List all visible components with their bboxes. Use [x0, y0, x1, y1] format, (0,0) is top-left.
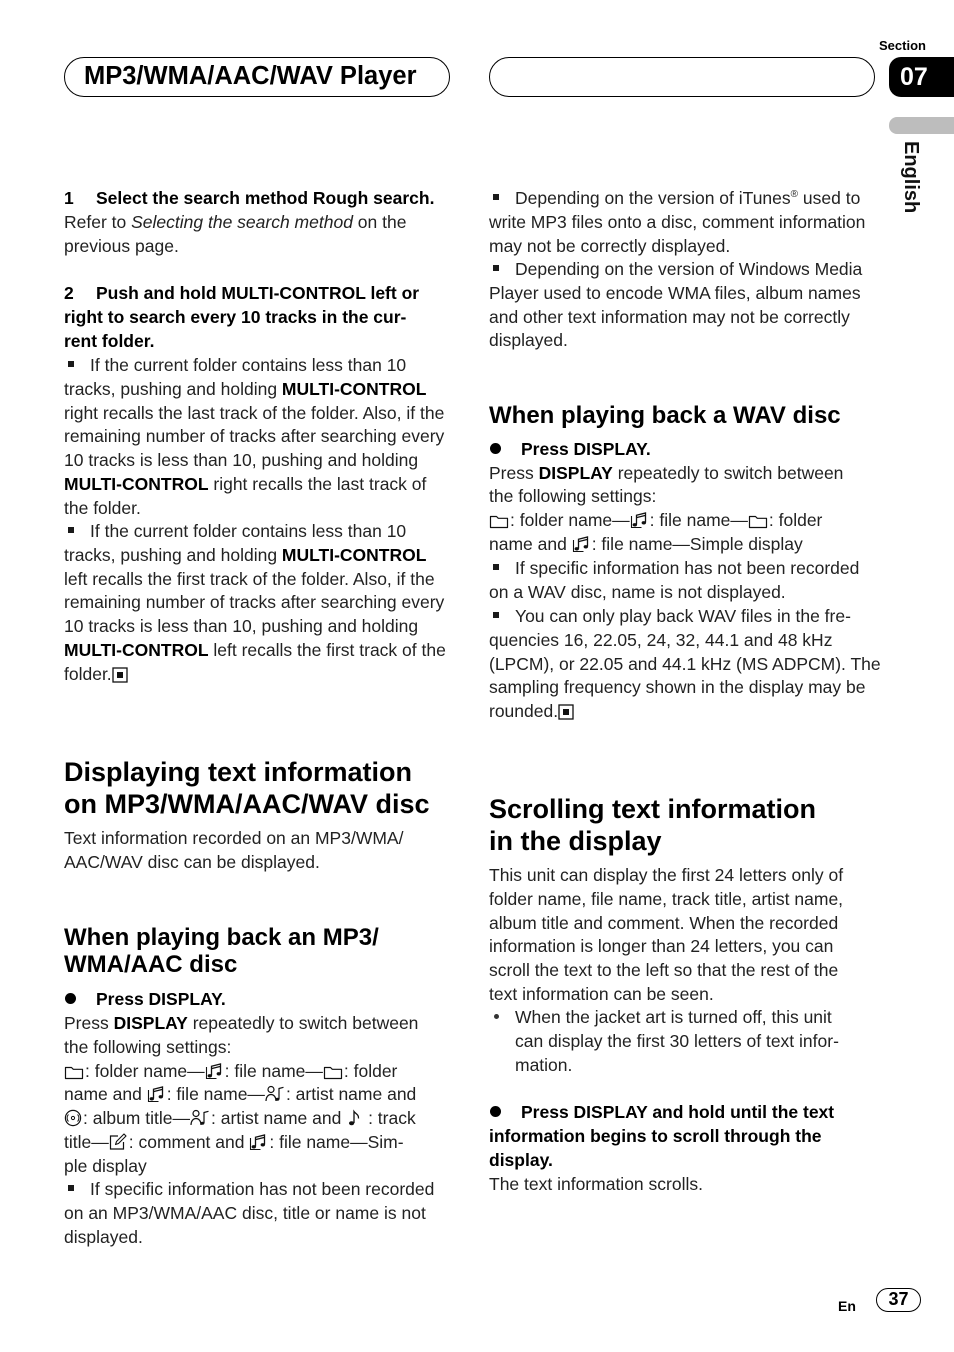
intro-paragraph	[64, 827, 454, 875]
text-run: : artist name and	[210, 1108, 347, 1128]
blank-title-box	[489, 57, 875, 97]
text-line	[489, 235, 879, 259]
text-run: the following settings:	[64, 1036, 232, 1057]
text-run: Depending on the version of Windows Media	[515, 259, 863, 279]
text-line	[64, 663, 454, 687]
text-line	[64, 1178, 454, 1202]
text-line	[489, 864, 879, 888]
note-first-track	[64, 520, 454, 686]
text-line	[489, 438, 879, 462]
small-bullet-icon	[494, 1014, 499, 1019]
text-run: information is longer than 24 letters, you can	[489, 936, 834, 957]
bold-text: Press DISPLAY and hold until the text	[521, 1102, 835, 1122]
text-run: Press	[489, 462, 539, 483]
text-run: : folder name—	[510, 510, 630, 530]
text-line	[515, 1030, 880, 1054]
text-run: the following settings:	[489, 486, 657, 507]
instruction-press-display	[64, 988, 454, 1012]
section-label: Section	[879, 38, 926, 53]
bold-text: Press DISPLAY.	[96, 989, 226, 1009]
section-heading-scrolling-text	[489, 793, 879, 857]
section-heading-displaying-text	[64, 756, 454, 820]
text-line	[489, 282, 879, 306]
text-line	[489, 557, 879, 581]
text-run: WMA/AAC disc	[64, 950, 238, 978]
text-line	[64, 449, 454, 473]
note-windows-media	[489, 258, 879, 353]
text-run: Refer to	[64, 211, 132, 232]
text-line	[64, 1107, 454, 1131]
stop-icon	[112, 667, 128, 683]
text-run: right recalls the last track of the folder. Also, if the	[64, 402, 445, 423]
text-run: : file name—Simple display	[591, 533, 803, 554]
bold-text: Push and hold MULTI-CONTROL left or	[96, 283, 420, 303]
section-number: 07	[900, 63, 928, 91]
text-run: sampling frequency shown in the display may be	[489, 677, 866, 698]
text-line	[489, 258, 879, 282]
text-line	[64, 591, 454, 615]
text-line	[64, 235, 454, 259]
bold-text: MULTI-CONTROL	[281, 378, 427, 399]
text-line	[489, 187, 879, 211]
text-run: displayed.	[489, 330, 568, 351]
page-number-badge	[876, 1288, 921, 1312]
text-run: on an MP3/WMA/AAC disc, title or name is not	[64, 1202, 426, 1223]
instruction-hold-display	[489, 1101, 879, 1172]
text-line	[64, 1131, 454, 1155]
display-settings-wav	[489, 462, 879, 557]
text-line	[64, 1226, 454, 1250]
text-run: : file name—	[224, 1060, 323, 1081]
text-line	[489, 825, 879, 857]
text-run: remaining number of tracks after searching every	[64, 426, 445, 447]
italic-text: Selecting the search method	[131, 211, 353, 232]
text-line	[489, 1149, 879, 1173]
language-label: English	[900, 141, 922, 214]
text-line	[64, 988, 454, 1012]
text-run: ple display	[64, 1155, 147, 1176]
text-line	[489, 1173, 879, 1197]
text-run: name and	[489, 533, 572, 554]
text-line	[489, 462, 879, 486]
bold-text: right to search every 10 tracks in the cur-	[64, 306, 407, 327]
text-run: tracks, pushing and holding	[64, 544, 282, 565]
text-line	[64, 851, 454, 875]
text-line	[64, 425, 454, 449]
text-line	[64, 756, 454, 788]
bold-text: Select the search method Rough search.	[96, 188, 435, 208]
text-run: the folder.	[64, 497, 141, 518]
text-run: : file name—	[649, 510, 748, 530]
text-run: title—	[64, 1131, 109, 1152]
text-line	[489, 629, 879, 653]
note-missing-info-wav	[489, 557, 879, 605]
album-icon	[64, 1109, 82, 1127]
subheading-wav	[489, 402, 879, 429]
text-line	[489, 605, 879, 629]
bold-text: display.	[489, 1149, 553, 1170]
text-line	[64, 187, 454, 211]
note-sampling-frequencies	[489, 605, 879, 724]
text-line	[489, 983, 879, 1007]
text-run: folder.	[64, 663, 112, 684]
text-run: right recalls the last track of	[208, 473, 427, 494]
text-run: may not be correctly displayed.	[489, 235, 731, 256]
text-line	[489, 959, 879, 983]
round-bullet-icon	[490, 1106, 501, 1117]
text-line	[64, 497, 454, 521]
text-line	[515, 1054, 880, 1078]
text-line	[64, 788, 454, 820]
text-run: quencies 16, 22.05, 24, 32, 44.1 and 48 kHz	[489, 629, 833, 650]
jacket-art-note	[515, 1006, 880, 1077]
text-run: AAC/WAV disc can be displayed.	[64, 851, 320, 872]
text-line	[64, 1036, 454, 1060]
text-line	[489, 581, 879, 605]
bold-text: Press DISPLAY.	[521, 439, 651, 459]
text-run: Text information recorded on an MP3/WMA/	[64, 828, 404, 848]
text-run: : folder	[343, 1060, 398, 1081]
text-run: : artist name and	[285, 1084, 417, 1105]
folder-icon	[323, 1064, 343, 1080]
text-run: and other text information may not be correctly	[489, 306, 850, 327]
text-run: used to	[798, 188, 861, 208]
text-line	[64, 568, 454, 592]
text-run: : folder	[768, 510, 823, 530]
text-run: displayed.	[64, 1226, 143, 1247]
text-line	[515, 1006, 880, 1030]
text-run: : file name—	[166, 1084, 265, 1105]
square-bullet-icon	[493, 564, 499, 570]
text-run: left recalls the first track of the folder. Also, if the	[64, 568, 435, 589]
text-line	[64, 330, 454, 354]
text-run: When the jacket art is turned off, this unit	[515, 1007, 832, 1027]
text-run: : track	[363, 1108, 416, 1128]
text-line	[489, 485, 879, 509]
text-line	[64, 1155, 454, 1179]
text-line	[64, 354, 454, 378]
text-run: When playing back an MP3/	[64, 923, 379, 951]
text-line	[489, 888, 879, 912]
text-line	[64, 1012, 454, 1036]
text-line	[64, 378, 454, 402]
text-run: This unit can display the first 24 letters only of	[489, 865, 844, 885]
bold-text: DISPLAY	[538, 462, 613, 483]
step-number: 2	[64, 283, 74, 303]
text-run: text information can be seen.	[489, 983, 714, 1004]
registered-mark: ®	[790, 189, 799, 200]
text-line	[64, 615, 454, 639]
text-run: If specific information has not been recorded	[90, 1179, 435, 1199]
text-run: on the	[352, 211, 407, 232]
text-line	[489, 1125, 879, 1149]
text-run: If the current folder contains less than 10	[90, 521, 407, 541]
text-line	[489, 935, 879, 959]
track-icon	[346, 1109, 362, 1127]
text-run: If the current folder contains less than 10	[90, 355, 407, 375]
square-bullet-icon	[493, 612, 499, 618]
square-bullet-icon	[68, 361, 74, 367]
text-run: When playing back a WAV disc	[489, 401, 841, 429]
text-run: previous page.	[64, 235, 179, 256]
text-run: remaining number of tracks after searching every	[64, 592, 445, 613]
text-run: Scrolling text information	[489, 794, 817, 824]
bold-text: rent folder.	[64, 330, 155, 351]
round-bullet-icon	[65, 993, 76, 1004]
scroll-paragraph	[489, 864, 879, 1007]
text-line	[64, 473, 454, 497]
file-icon	[249, 1133, 268, 1151]
text-line	[489, 211, 879, 235]
text-line	[489, 1101, 879, 1125]
page-number: 37	[888, 1289, 909, 1309]
text-line	[489, 912, 879, 936]
text-run: folder name, file name, track title, artist name,	[489, 888, 844, 909]
bold-text: MULTI-CONTROL	[64, 473, 209, 494]
text-run: album title and comment. When the recorded	[489, 912, 839, 933]
text-run: If specific information has not been recorded	[515, 558, 860, 578]
text-run: You can only play back WAV files in the fre-	[515, 606, 851, 626]
bold-text: MULTI-CONTROL	[281, 544, 427, 565]
step-2	[64, 282, 454, 353]
stop-icon	[558, 704, 574, 720]
scroll-result	[489, 1173, 879, 1197]
text-line	[489, 676, 879, 700]
text-line	[64, 520, 454, 544]
text-run: repeatedly to switch between	[187, 1013, 419, 1033]
text-line	[64, 544, 454, 568]
text-run: left recalls the first track of the	[208, 639, 446, 660]
text-run: : folder name—	[85, 1060, 205, 1081]
text-run: scroll the text to the left so that the rest of the	[489, 960, 839, 980]
square-bullet-icon	[493, 194, 499, 200]
instruction-press-display-wav	[489, 438, 879, 462]
square-bullet-icon	[68, 527, 74, 533]
text-line	[489, 533, 879, 557]
folder-icon	[489, 513, 509, 529]
folder-icon	[64, 1064, 84, 1080]
step-1	[64, 187, 454, 258]
file-icon	[205, 1062, 224, 1080]
text-run: 10 tracks is less than 10, pushing and holding	[64, 616, 419, 636]
artist-icon	[265, 1085, 285, 1103]
text-run: (LPCM), or 22.05 and 44.1 kHz (MS ADPCM). The	[489, 653, 881, 674]
text-run: on MP3/WMA/AAC/WAV disc	[64, 789, 430, 819]
comment-icon	[109, 1133, 128, 1151]
note-itunes	[489, 187, 879, 258]
text-line	[64, 211, 454, 235]
text-line	[489, 329, 879, 353]
text-run: can display the first 30 letters of text infor-	[515, 1030, 839, 1051]
round-bullet-icon	[490, 443, 501, 454]
text-run: : album title—	[83, 1108, 190, 1128]
text-line	[64, 1083, 454, 1107]
text-line	[489, 402, 879, 429]
text-run: name and	[64, 1084, 147, 1105]
display-settings-mp3	[64, 1012, 454, 1178]
section-number-badge	[889, 57, 954, 97]
text-run: : file name—Sim-	[269, 1131, 404, 1152]
text-run: rounded.	[489, 701, 559, 721]
chapter-title: MP3/WMA/AAC/WAV Player	[84, 62, 417, 90]
text-run: The text information scrolls.	[489, 1174, 703, 1194]
text-line	[489, 509, 879, 533]
chapter-title-box	[64, 57, 450, 97]
step-number: 1	[64, 188, 74, 208]
text-line	[64, 1202, 454, 1226]
file-icon	[572, 535, 591, 553]
text-line	[64, 402, 454, 426]
text-run: repeatedly to switch between	[612, 462, 844, 483]
text-run: Displaying text information	[64, 757, 413, 787]
text-line	[489, 793, 879, 825]
subheading-mp3-wma-aac	[64, 924, 454, 978]
text-run: write MP3 files onto a disc, comment information	[489, 211, 866, 232]
bold-text: DISPLAY	[113, 1013, 188, 1033]
text-line	[64, 951, 454, 978]
text-run: Press	[64, 1013, 114, 1033]
bold-text: information begins to scroll through the	[489, 1125, 822, 1146]
text-line	[489, 653, 879, 677]
text-run: tracks, pushing and holding	[64, 378, 282, 399]
text-line	[64, 1060, 454, 1084]
file-icon	[630, 511, 649, 529]
file-icon	[147, 1085, 166, 1103]
footer-language-code: En	[838, 1298, 856, 1314]
square-bullet-icon	[493, 265, 499, 271]
text-run: Player used to encode WMA files, album names	[489, 282, 861, 303]
text-run: Depending on the version of iTunes	[515, 188, 791, 208]
bold-text: MULTI-CONTROL	[64, 639, 209, 660]
text-run: : comment and	[128, 1131, 250, 1152]
folder-icon	[748, 513, 768, 529]
language-tab-marker	[889, 117, 954, 134]
square-bullet-icon	[68, 1185, 74, 1191]
text-line	[64, 924, 454, 951]
text-line	[64, 827, 454, 851]
text-run: 10 tracks is less than 10, pushing and holding	[64, 450, 419, 470]
text-line	[64, 306, 454, 330]
text-run: mation.	[515, 1054, 573, 1075]
note-last-track	[64, 354, 454, 520]
text-run: on a WAV disc, name is not displayed.	[489, 581, 786, 602]
note-missing-info-mp3	[64, 1178, 454, 1249]
text-line	[64, 282, 454, 306]
artist-icon	[190, 1109, 210, 1127]
text-line	[64, 639, 454, 663]
text-run: in the display	[489, 826, 662, 856]
text-line	[489, 306, 879, 330]
text-line	[489, 700, 879, 724]
